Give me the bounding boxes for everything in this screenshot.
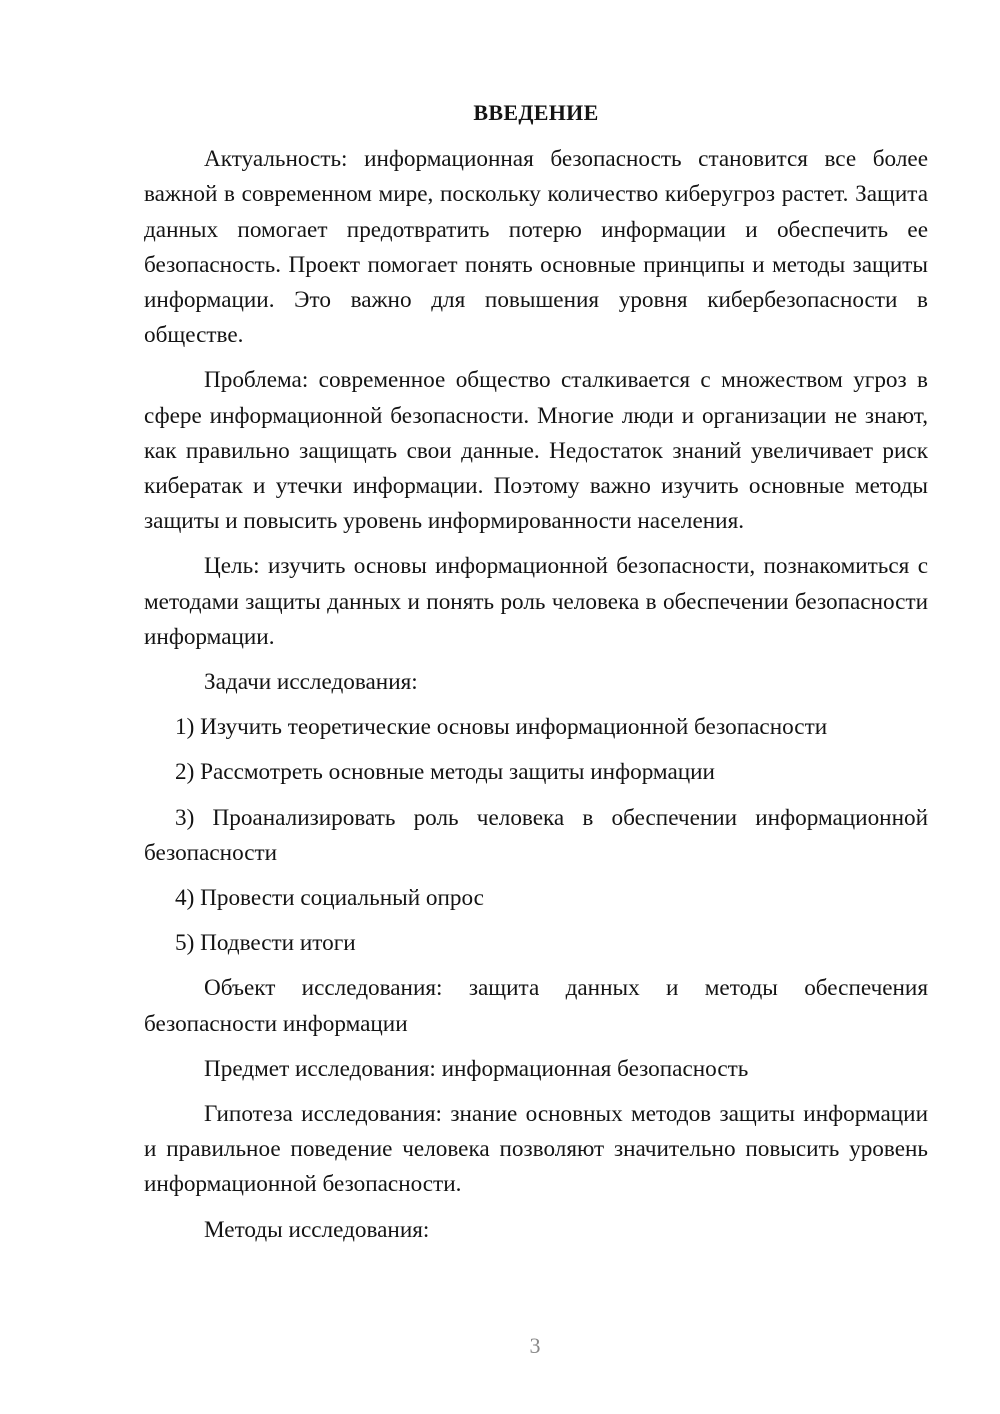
task-item-5: 5) Подвести итоги: [175, 930, 356, 957]
hypothesis-paragraph: Гипотеза исследования: знание основных методов защиты информации и правильное поведение человека позволяют значительно повысить уровень информационной безопасности.: [144, 1101, 928, 1198]
subject-paragraph: Предмет исследования: информационная безопасность: [204, 1055, 749, 1082]
task-item-2: 2) Рассмотреть основные методы защиты информации: [175, 759, 715, 786]
object-paragraph: Объект исследования: защита данных и методы обеспечения безопасности информации: [144, 975, 928, 1037]
tasks-title: Задачи исследования:: [204, 669, 418, 696]
page-number: 3: [529, 1333, 541, 1358]
section-heading: ВВЕДЕНИЕ: [473, 100, 599, 125]
task-item-1: 1) Изучить теоретические основы информационной безопасности: [175, 714, 828, 741]
relevance-paragraph: Актуальность: информационная безопасность становится все более важной в современном мире, поскольку количество киберугроз растет. Защита данных помогает предотвратить потерю информации и обеспечить ее безопасность. Проект помогает понять основные принципы и методы защиты информации. Это важно для повышения уровня кибербезопасности в обществе.: [144, 146, 928, 349]
problem-paragraph: Проблема: современное общество сталкивается с множеством угроз в сфере информационной безопасности. Многие люди и организации не знают, как правильно защищать свои данные. Недостаток знаний увеличивает риск кибератак и утечки информации. Поэтому важно изучить основные методы защиты и повысить уровень информированности населения.: [144, 367, 928, 535]
task-item-4: 4) Провести социальный опрос: [175, 885, 484, 912]
methods-title: Методы исследования:: [204, 1216, 430, 1243]
goal-paragraph: Цель: изучить основы информационной безопасности, познакомиться с методами защиты данных и понять роль человека в обеспечении безопасности информации.: [144, 553, 928, 650]
page-content: [144, 95, 928, 1258]
task-item-3: 3) Проанализировать роль человека в обеспечении информационной безопасности: [144, 804, 928, 866]
